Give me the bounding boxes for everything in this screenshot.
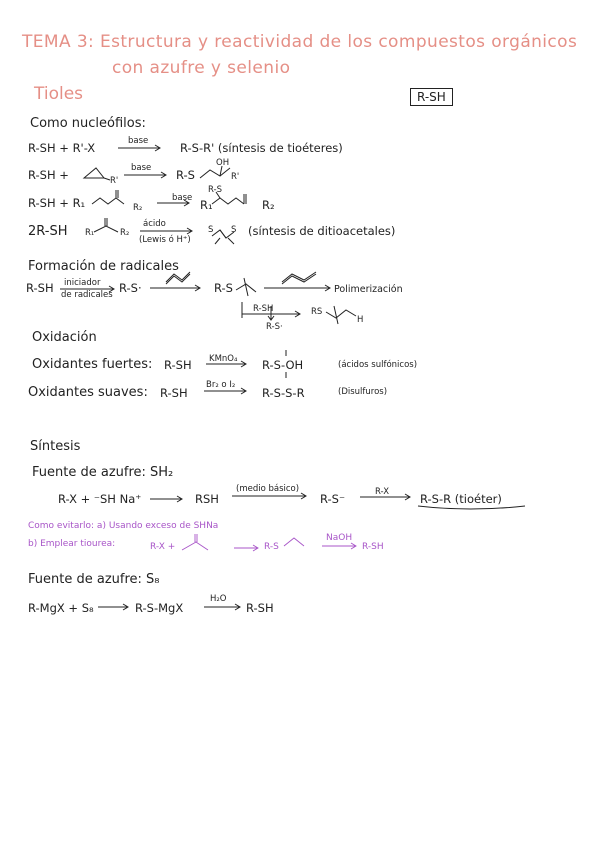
- ox-mild-label: Oxidantes suaves:: [28, 385, 148, 400]
- ox-strong-product: R-S-OH: [262, 358, 304, 372]
- r3-right-r2: R₂: [262, 198, 275, 212]
- note-1: Como evitarlo: a) Usando exceso de SHNa: [28, 521, 219, 531]
- syn2-cond: H₂O: [210, 594, 227, 604]
- r2-left: R-SH +: [28, 168, 69, 182]
- r3-r2: R₂: [133, 203, 143, 213]
- formula-box: R-SH: [410, 88, 453, 106]
- ox-mild-product: R-S-S-R: [262, 386, 305, 400]
- rad-mid: R-S: [214, 281, 233, 295]
- note-2-mid: R-S: [264, 542, 279, 552]
- fuente2: Fuente de azufre: S₈: [28, 572, 160, 587]
- r4-cond-top: ácido: [143, 219, 166, 229]
- section-tioles: Tioles: [34, 84, 84, 104]
- syn-mid: RSH: [195, 492, 219, 506]
- heading-sintesis: Síntesis: [30, 439, 81, 454]
- r4-s1: S: [208, 225, 214, 235]
- note-2-label: b) Emplear tiourea:: [28, 539, 116, 549]
- fuente1: Fuente de azufre: SH₂: [32, 465, 174, 480]
- r2-r: R': [110, 176, 119, 186]
- page-subtitle: con azufre y selenio: [112, 58, 291, 78]
- syn2-left: R-MgX + S₈: [28, 601, 94, 615]
- heading-radicales: Formación de radicales: [28, 259, 179, 274]
- r4-r1: R₁: [85, 228, 95, 238]
- r1-right: R-S-R' (síntesis de tioéteres): [180, 141, 343, 155]
- r4-left: 2R-SH: [28, 224, 68, 239]
- rad-start: R-SH: [26, 281, 54, 295]
- rad-rs: R-S·: [119, 281, 142, 295]
- syn-cond2: R-X: [375, 487, 390, 497]
- r2-rprime: R': [231, 172, 240, 182]
- r4-s2: S: [231, 225, 237, 235]
- rad-cond-top: iniciador: [64, 278, 101, 288]
- r2-cond: base: [131, 163, 152, 173]
- note-2-left: R-X +: [150, 542, 176, 552]
- rad-cond-bottom: de radicales: [61, 290, 113, 300]
- note-2-cond: NaOH: [326, 533, 353, 543]
- r3-right-r1: R₁: [200, 198, 213, 212]
- syn-rs: R-S⁻: [320, 492, 346, 506]
- syn-cond1: (medio básico): [236, 484, 300, 494]
- syn-right: R-S-R (tioéter): [420, 492, 502, 506]
- rad-final: RS: [311, 307, 323, 317]
- rad-h: H: [357, 315, 364, 325]
- heading-nucleofilos: Como nucleófilos:: [30, 116, 146, 131]
- syn2-mid: R-S-MgX: [135, 601, 184, 615]
- page-title: TEMA 3: Estructura y reactividad de los compuestos orgánicos: [22, 32, 578, 52]
- r3-cond: base: [172, 193, 193, 203]
- r2-right: R-S: [176, 168, 195, 182]
- r4-r2: R₂: [120, 228, 130, 238]
- ox-mild-note: (Disulfuros): [338, 387, 388, 397]
- rad-product: Polimerización: [334, 284, 403, 295]
- syn-left: R-X + ⁻SH Na⁺: [58, 492, 142, 506]
- r3-rs: R-S: [208, 185, 223, 195]
- ox-strong-label: Oxidantes fuertes:: [32, 357, 153, 372]
- r3-left: R-SH + R₁: [28, 196, 86, 210]
- ox-strong-reactant: R-SH: [164, 358, 192, 372]
- ox-strong-note: (ácidos sulfónicos): [338, 360, 418, 370]
- note-2-right: R-SH: [362, 542, 384, 552]
- r4-note: (síntesis de ditioacetales): [248, 224, 396, 238]
- rad-down-top: R-SH: [253, 304, 274, 314]
- ox-mild-cond: Br₂ o I₂: [206, 380, 236, 390]
- r2-oh: OH: [216, 158, 230, 168]
- r4-cond-bottom: (Lewis ó H⁺): [139, 235, 191, 245]
- syn2-right: R-SH: [246, 601, 274, 615]
- rad-down-bottom: R-S·: [266, 322, 283, 332]
- r1-left: R-SH + R'-X: [28, 141, 96, 155]
- ox-strong-cond: KMnO₄: [209, 354, 238, 364]
- ox-mild-reactant: R-SH: [160, 386, 188, 400]
- r1-cond: base: [128, 136, 149, 146]
- heading-oxidacion: Oxidación: [32, 330, 97, 345]
